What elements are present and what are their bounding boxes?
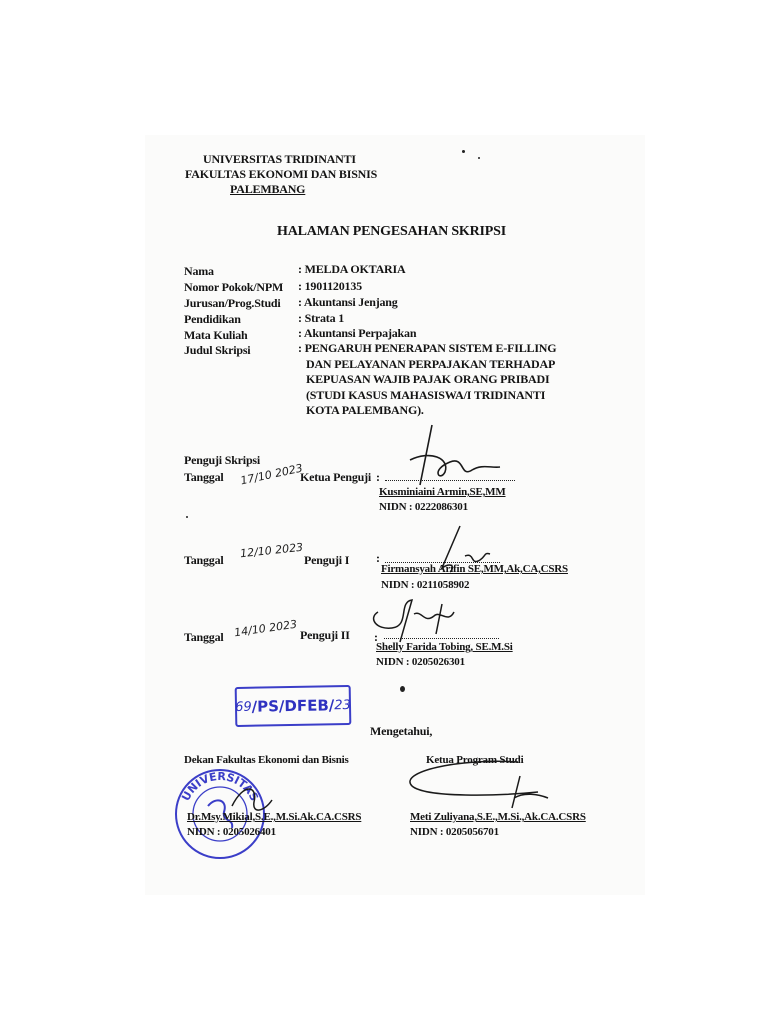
nama-value: : MELDA OKTARIA xyxy=(298,262,406,276)
registration-stamp xyxy=(235,685,352,727)
judul-line: (STUDI KASUS MAHASISWA/I TRIDINANTI xyxy=(306,388,546,402)
judul-label: Judul Skripsi xyxy=(184,343,251,357)
tanggal-label: Tanggal xyxy=(184,553,224,567)
pendidikan-label: Pendidikan xyxy=(184,312,241,326)
matakuliah-label: Mata Kuliah xyxy=(184,328,248,342)
matakuliah-value: : Akuntansi Perpajakan xyxy=(298,326,417,340)
penguji-1-name: Firmansyah Arifin SE,MM,Ak,CA,CSRS xyxy=(381,563,568,575)
program-head-signature-icon xyxy=(398,752,568,812)
jurusan-label: Jurusan/Prog.Studi xyxy=(184,296,281,310)
scan-speck xyxy=(186,516,188,518)
handwritten-date: 17/10 2023 xyxy=(239,461,304,488)
penguji-2-nidn: NIDN : 0205026301 xyxy=(376,656,465,668)
penguji-2-label: Penguji II xyxy=(300,628,350,642)
ketua-penguji-label: Ketua Penguji xyxy=(300,470,372,484)
pendidikan-value: : Strata 1 xyxy=(298,311,344,325)
nama-label: Nama xyxy=(184,264,214,278)
program-head-title: Ketua Program Studi xyxy=(426,754,524,766)
judul-line: KEPUASAN WAJIB PAJAK ORANG PRIBADI xyxy=(306,372,550,386)
ketua-nidn: NIDN : 0222086301 xyxy=(379,501,468,513)
scan-speck xyxy=(462,150,465,153)
program-head-nidn: NIDN : 0205056701 xyxy=(410,826,499,838)
judul-line: DAN PELAYANAN PERPAJAKAN TERHADAP xyxy=(306,357,556,371)
university-name: UNIVERSITAS TRIDINANTI xyxy=(203,152,356,166)
dean-nidn: NIDN : 0205026401 xyxy=(187,826,276,838)
handwritten-date: 12/10 2023 xyxy=(239,540,304,561)
judul-line: : PENGARUH PENERAPAN SISTEM E-FILLING xyxy=(298,341,557,355)
stamp-suffix: 23 xyxy=(334,697,351,713)
penguji-2-colon: : xyxy=(374,630,378,644)
penguji-1-colon: : xyxy=(376,551,380,565)
ketua-colon: : xyxy=(376,470,380,484)
scan-speck xyxy=(400,686,405,692)
dean-title: Dekan Fakultas Ekonomi dan Bisnis xyxy=(184,754,349,766)
penguji-1-label: Penguji I xyxy=(304,553,350,567)
stamp-prefix: 69 xyxy=(235,699,252,715)
npm-label: Nomor Pokok/NPM xyxy=(184,280,284,294)
tanggal-label: Tanggal xyxy=(184,470,224,484)
handwritten-date: 14/10 2023 xyxy=(233,617,298,640)
mengetahui-label: Mengetahui, xyxy=(370,724,433,738)
faculty-name: FAKULTAS EKONOMI DAN BISNIS xyxy=(185,167,378,181)
program-head-name: Meti Zuliyana,S.E.,M.Si.,Ak.CA.CSRS xyxy=(410,811,586,823)
ketua-name: Kusminiaini Armin,SE,MM xyxy=(379,486,506,498)
scan-speck xyxy=(478,157,480,159)
tanggal-label: Tanggal xyxy=(184,630,224,644)
city-name: PALEMBANG xyxy=(230,182,306,196)
svg-text:UNIVERSITAS: UNIVERSITAS xyxy=(179,769,261,804)
examiners-heading: Penguji Skripsi xyxy=(184,453,261,467)
stamp-code: /PS/DFEB/ xyxy=(251,696,335,716)
jurusan-value: : Akuntansi Jenjang xyxy=(298,295,398,309)
penguji-1-nidn: NIDN : 0211058902 xyxy=(381,579,470,591)
penguji-2-name: Shelly Farida Tobing, SE.M.Si xyxy=(376,641,513,653)
dean-name: Dr.Msy.Mikial,S.E.,M.Si.Ak.CA.CSRS xyxy=(187,811,362,823)
judul-line: KOTA PALEMBANG). xyxy=(306,403,424,417)
page-title: HALAMAN PENGESAHAN SKRIPSI xyxy=(277,224,506,239)
ketua-signature-icon xyxy=(390,420,510,490)
npm-value: : 1901120135 xyxy=(298,279,362,293)
